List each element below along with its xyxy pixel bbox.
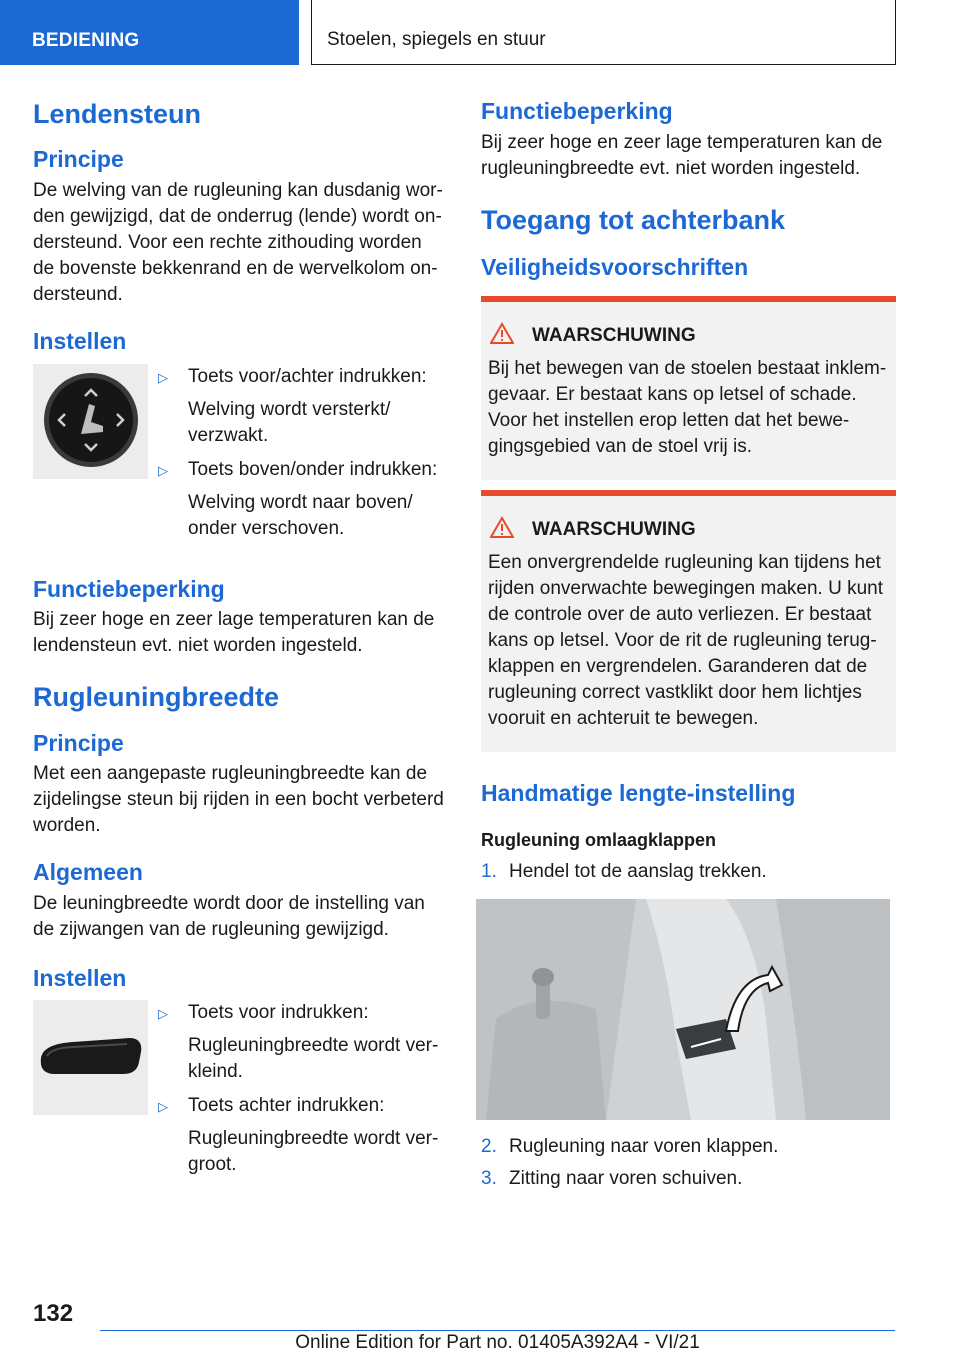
step-item: 1. Hendel tot de aanslag trekken.: [481, 860, 767, 882]
heading-handmatig: Handmatige lengte-instelling: [481, 779, 796, 806]
warning-triangle-icon: [490, 516, 516, 544]
instellen-rugleuning: [33, 1000, 448, 1186]
heading-toegang: Toegang tot achterbank: [481, 204, 786, 235]
heading-lendensteun: Lendensteun: [33, 99, 202, 129]
section-tab: BEDIENING: [0, 0, 299, 65]
warning-box: [481, 296, 896, 480]
text-principe-lendensteun: De welving van de rugleuning kan dusdanig worden gewijzigd, dat de onderrug (lende) wordt ondersteund. Voor een rechte zithouding worden de bovenste bekkenrand en de wervelkolom ondersteund.: [33, 179, 443, 305]
warning-triangle-icon: [490, 322, 516, 350]
heading-functiebeperking-left: Functiebeperking: [33, 575, 225, 602]
instruction-result: Rugleuningbreedte wordt verkleind.: [188, 1035, 439, 1083]
right-column: [481, 98, 896, 1192]
warning-title: WAARSCHUWING: [488, 322, 888, 350]
instruction-result: Rugleuningbreedte wordt vergroot.: [188, 1128, 439, 1176]
chapter-title: Stoelen, spiegels en stuur: [311, 0, 896, 65]
instruction-result: Welving wordt naar boven/ onder verschoven.: [188, 491, 413, 539]
instruction-item: ▷ Toets voor/achter indrukken:: [158, 364, 448, 391]
warning-text: Bij het bewegen van de stoelen bestaat inklemgevaar. Er bestaat kans op letsel of schade. Voor het instellen erop letten dat het bewegingsgebied van de stoel vrij is.: [488, 357, 887, 457]
instruction-item: ▷ Toets boven/onder indrukken:: [158, 457, 448, 484]
warning-box: [481, 490, 896, 752]
instruction-item: ▷ Toets achter indrukken:: [158, 1093, 448, 1120]
heading-functiebeperking-right: Functiebeperking: [481, 98, 673, 124]
heading-instellen-rugleuning: Instellen: [33, 964, 127, 991]
heading-algemeen: Algemeen: [33, 859, 143, 886]
heading-omlaagklappen: Rugleuning omlaagklappen: [481, 830, 717, 851]
text-algemeen: De leuningbreedte wordt door de instelling van de zijwangen van de rugleuning gewijzigd.: [33, 892, 425, 940]
heading-principe-lendensteun: Principe: [33, 146, 124, 173]
heading-instellen-lendensteun: Instellen: [33, 327, 127, 354]
triangle-bullet-icon: ▷: [158, 1006, 168, 1022]
triangle-bullet-icon: ▷: [158, 369, 168, 385]
footer-divider: [100, 1330, 895, 1331]
text-functiebeperking-right: Bij zeer hoge en zeer lage temperaturen kan de rugleuningbreedte evt. niet worden ingesteld.: [481, 131, 883, 179]
heading-rugleuningbreedte: Rugleuningbreedte: [33, 682, 280, 713]
triangle-bullet-icon: ▷: [158, 1099, 168, 1115]
text-functiebeperking-left: Bij zeer hoge en zeer lage temperaturen kan de lendensteun evt. niet worden ingesteld.: [33, 609, 435, 657]
footer-edition: Online Edition for Part no. 01405A392A4 - VI/21: [295, 1332, 700, 1353]
step-item: 3. Zitting naar voren schuiven.: [481, 1167, 743, 1189]
step-item: 2. Rugleuning naar voren klappen.: [481, 1135, 779, 1157]
page-number: 132: [33, 1300, 74, 1327]
width-switch-image: [33, 1000, 148, 1115]
seat-lever-photo: [476, 899, 890, 1120]
heading-principe-rugleuning: Principe: [33, 729, 124, 756]
left-column: [33, 98, 448, 1186]
warning-title: WAARSCHUWING: [488, 516, 888, 544]
lumbar-switch-image: [33, 364, 148, 479]
warning-text: Een onvergrendelde rugleuning kan tijdens het rijden onverwachte bewegingen maken. U kunt de controle over de auto verliezen. Er bestaat kans op letsel. Voor de rit de rugleuning terugklappen en vergrendelen. Garanderen dat de rugleuning correct vastklikt door hem lichtjes vooruit en achteruit te bewegen.: [488, 551, 884, 729]
triangle-bullet-icon: ▷: [158, 462, 168, 478]
instruction-result: Welving wordt versterkt/ verzwakt.: [188, 398, 391, 446]
text-principe-rugleuning: Met een aangepaste rugleuningbreedte kan de zijdelingse steun bij rijden in een bocht verbeterd worden.: [33, 763, 444, 837]
instellen-lendensteun: [33, 364, 448, 550]
heading-veiligheid: Veiligheidsvoorschriften: [481, 253, 749, 280]
instruction-item: ▷ Toets voor indrukken:: [158, 1000, 448, 1027]
